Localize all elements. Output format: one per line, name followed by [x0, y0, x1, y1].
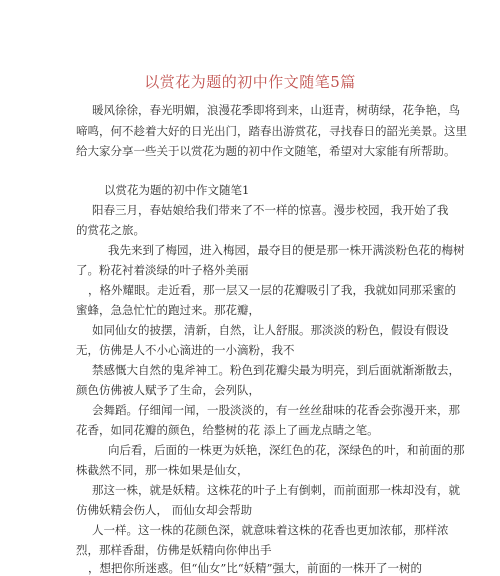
body-line: 花香，如同花瓣的颜色，给整树的花 添上了画龙点睛之笔。 [76, 423, 379, 437]
body-line: 禁感慨大自然的鬼斧神工。粉色到花瓣尖最为明亮，到后面就渐渐散去， [92, 363, 460, 377]
body-line: 我先来到了梅园，进入梅园，最夺目的便是那一株开满淡粉色花的梅树 [108, 243, 465, 257]
body-line: 无，仿佛是人不小心滴进的一小滴粉，我不 [76, 343, 295, 357]
body-line: 的赏花之旅。 [76, 223, 145, 237]
body-line: 人一样。这一株的花颜色深，就意味着这株的花香也更加浓郁，那样浓 [92, 523, 449, 537]
body-line: ，格外耀眼。走近看，那一层又一层的花瓣吸引了我，我就如同那采蜜的 [88, 283, 456, 297]
body-line: 颜色仿佛被人赋予了生命，会列队， [76, 383, 260, 397]
body-line: 如同仙女的披摆，清新，自然，让人舒服。那淡淡的粉色，假设有假设 [92, 323, 449, 337]
intro-line: 给大家分享一些关于以赏花为题的初中作文随笔，希望对大家能有所帮助。 [76, 144, 456, 158]
body-line: 烈，那样香甜，仿佛是妖精向你伸出手 [76, 543, 272, 557]
intro-line: 啼鸣，何不趁着大好的日光出门，踏春出游赏花，寻找春日的韶光美景。这里 [76, 124, 467, 138]
body-line: 仿佛妖精会伤人， 而仙女却会帮助 [76, 503, 253, 517]
body-line: 株截然不同，那一株如果是仙女， [76, 463, 249, 477]
body-line: 会舞蹈。仔细闻一闻，一股淡淡的，有一丝丝甜味的花香会弥漫开来，那 [92, 403, 460, 417]
body-line: 了。粉花衬着淡绿的叶子格外美丽 [76, 263, 249, 277]
document-title: 以赏花为题的初中作文随笔5篇 [144, 73, 356, 91]
section-heading: 以赏花为题的初中作文随笔1 [104, 183, 250, 197]
body-line: 那这一株，就是妖精。这株花的叶子上有倒刺，而前面那一株却没有，就 [92, 483, 460, 497]
body-line: 阳春三月，春姑娘给我们带来了不一样的惊喜。漫步校园，我开始了我 [92, 203, 449, 217]
body-line: 向后看，后面的一株更为妖艳，深红色的花，深绿色的叶，和前面的那 [108, 443, 465, 457]
body-line: 蜜蜂，急急忙忙的跑过来。那花瓣， [76, 303, 260, 317]
intro-line: 暖风徐徐，春光明媚，浪漫花季即将到来，山逛青，树萌绿，花争艳，鸟 [92, 103, 460, 117]
body-line: ，想把你所迷惑。但“仙女”比“妖精”强大，前面的一株开了一树的 [88, 561, 423, 575]
